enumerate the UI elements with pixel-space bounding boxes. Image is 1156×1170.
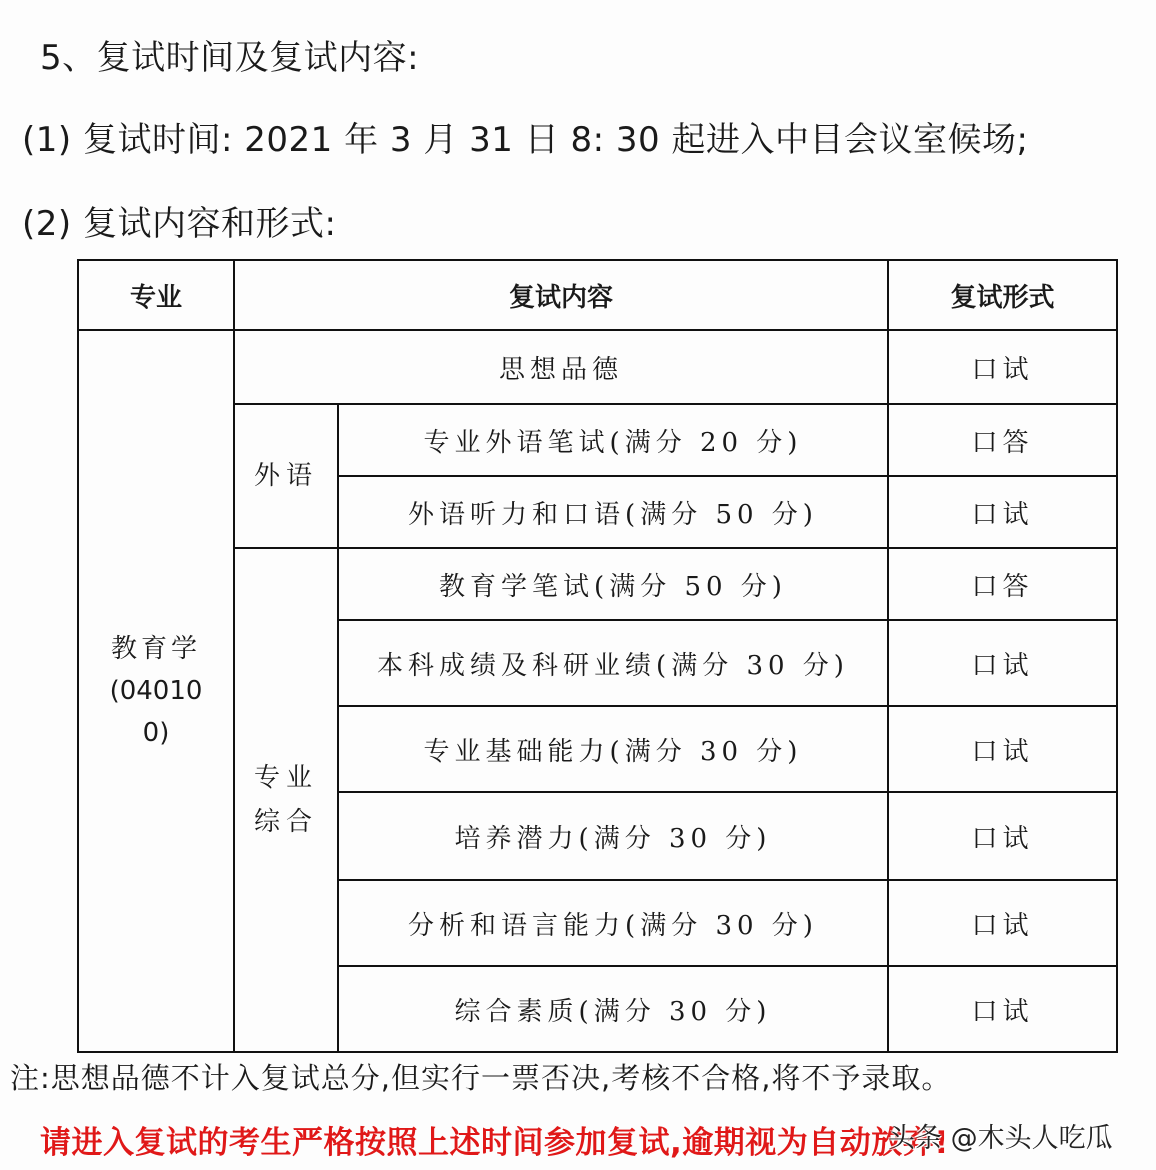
form-cell: 口试: [888, 476, 1117, 548]
content-cell: 综合素质(满分 30 分): [338, 966, 888, 1052]
warning-text: 请进入复试的考生严格按照上述时间参加复试,逾期视为自动放弃!: [40, 1125, 949, 1161]
form-cell: 口试: [888, 880, 1117, 966]
interview-content-item: (2) 复试内容和形式:: [22, 204, 337, 244]
form-cell: 口试: [888, 620, 1117, 706]
group-name-line2: 综合: [253, 807, 318, 837]
content-cell: 外语听力和口语(满分 50 分): [338, 476, 888, 548]
interview-time-item: (1) 复试时间: 2021 年 3 月 31 日 8: 30 起进入中目会议室候场;: [22, 120, 1029, 160]
moral-content: 思想品德: [234, 330, 888, 404]
group-professional-comprehensive: [234, 548, 338, 1052]
form-cell: 口试: [888, 966, 1117, 1052]
interview-table: [77, 259, 1118, 1053]
content-cell: 分析和语言能力(满分 30 分): [338, 880, 888, 966]
section-heading: 5、复试时间及复试内容:: [40, 38, 420, 78]
table-header-row: [78, 260, 1117, 330]
form-cell: 口答: [888, 404, 1117, 476]
form-cell: 口试: [888, 706, 1117, 792]
table-row: [78, 548, 1117, 620]
content-cell: 教育学笔试(满分 50 分): [338, 548, 888, 620]
content-cell: 专业基础能力(满分 30 分): [338, 706, 888, 792]
moral-form: 口试: [888, 330, 1117, 404]
group-foreign-language: 外语: [234, 404, 338, 548]
content-cell: 专业外语笔试(满分 20 分): [338, 404, 888, 476]
group-name-line1: 专业: [253, 763, 318, 793]
table-note: 注:思想品德不计入复试总分,但实行一票否决,考核不合格,将不予录取。: [10, 1061, 952, 1095]
form-cell: 口答: [888, 548, 1117, 620]
table-row: [78, 404, 1117, 476]
major-code-line2: 0): [142, 718, 170, 748]
table-row: [78, 330, 1117, 404]
watermark: 头条 @木头人吃瓜: [888, 1123, 1113, 1154]
major-code-line1: (04010: [109, 676, 203, 706]
major-cell: [78, 330, 234, 1052]
major-name: 教育学: [110, 634, 201, 664]
form-cell: 口试: [888, 792, 1117, 880]
content-cell: 本科成绩及科研业绩(满分 30 分): [338, 620, 888, 706]
header-form: 复试形式: [888, 260, 1117, 330]
header-major: 专业: [78, 260, 234, 330]
content-cell: 培养潜力(满分 30 分): [338, 792, 888, 880]
header-content: 复试内容: [234, 260, 888, 330]
